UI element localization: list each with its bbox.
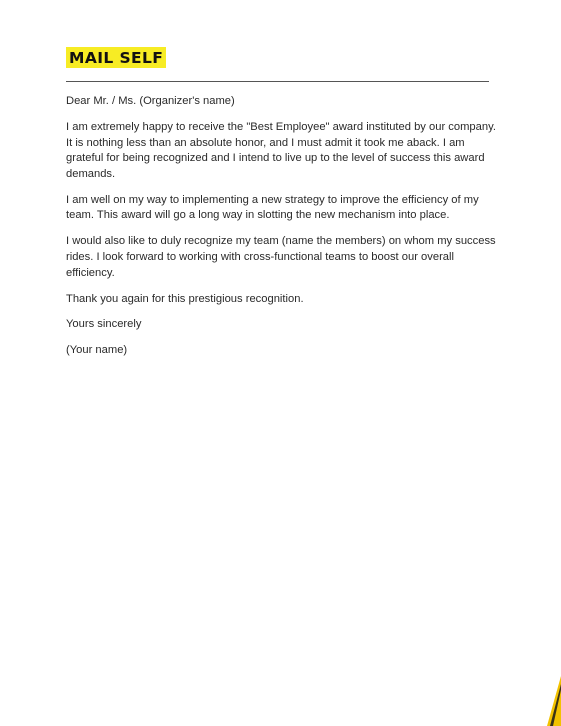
brand-logo-text: MAIL SELF [69,49,164,67]
letter-paragraph: I am well on my way to implementing a new strategy to improve the efficiency of my team. This award will go a long way in slotting the new mechanism into place. [66,193,479,222]
letter-closing: Yours sincerely [66,318,142,331]
letter-salutation: Dear Mr. / Ms. (Organizer's name) [66,95,235,107]
letter-paragraph: I would also like to duly recognize my team (name the members) on whom my success rides. I look forward to working with cross-functional teams to boost our overall efficiency. [66,235,496,279]
header-divider [66,81,489,82]
brand-logo [66,47,166,68]
letter-paragraph: I am extremely happy to receive the "Best Employee" award instituted by our company. It is nothing less than an absolute honor, and I must admit it took me aback. I am grateful for being recognized and I intend to live up to the level of success this award demands. [66,120,496,180]
letter-body [66,94,496,369]
letter-paragraph: Thank you again for this prestigious recognition. [66,292,304,305]
letter-signature: (Your name) [66,344,128,357]
corner-accent-shape [547,676,561,726]
